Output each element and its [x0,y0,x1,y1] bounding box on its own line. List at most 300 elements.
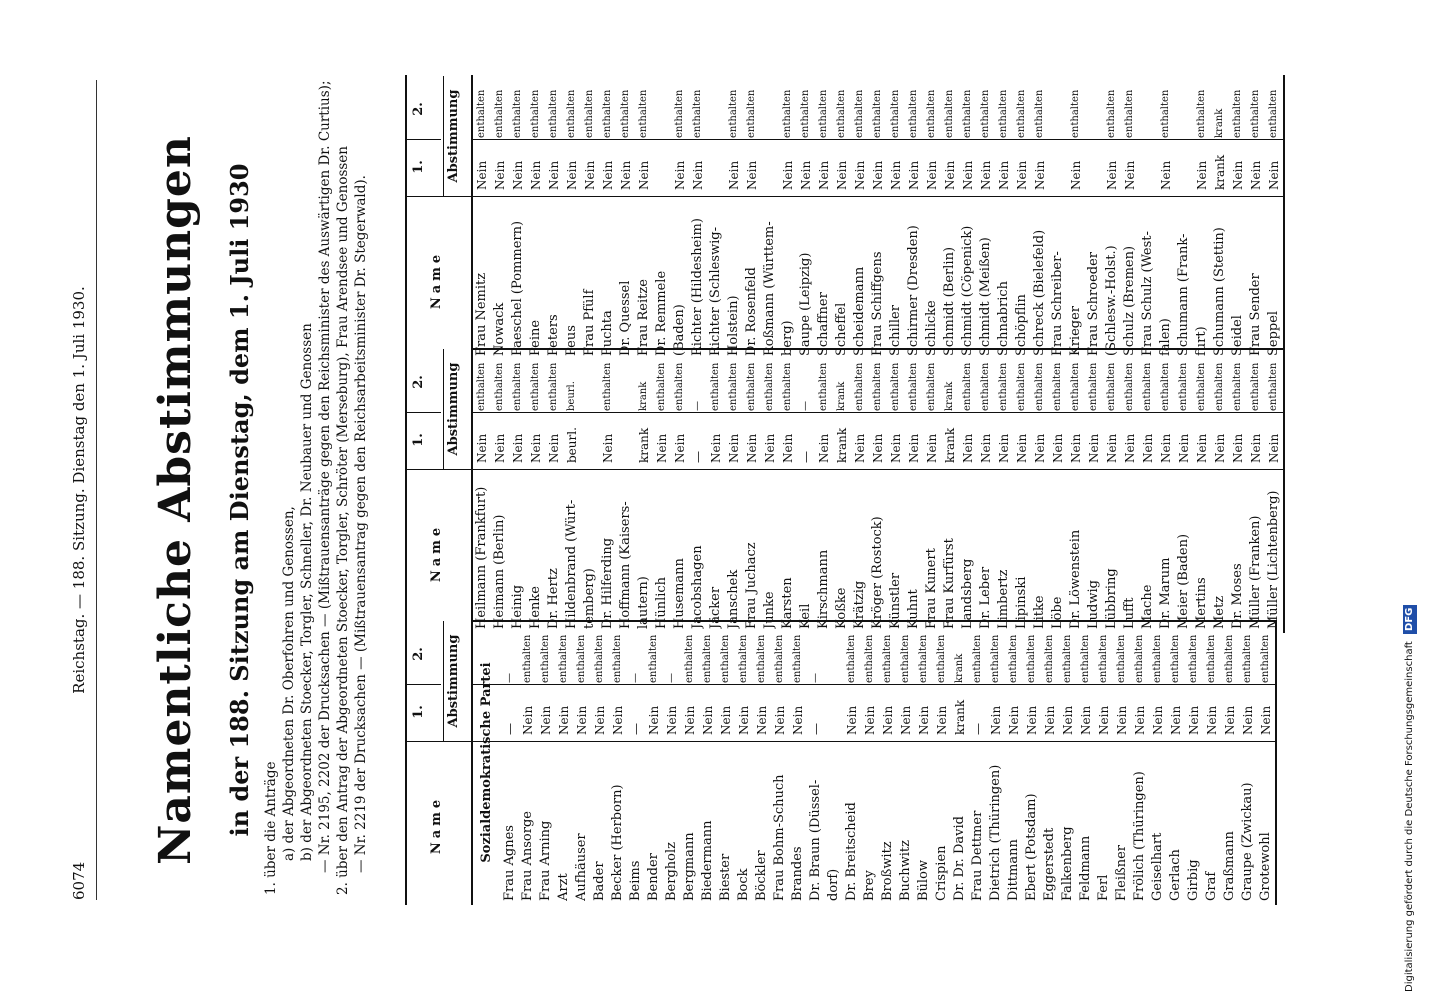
vote-2: enthalten [612,634,623,683]
vote-2: enthalten [774,634,785,683]
table-row [645,620,663,905]
member-name: Crispien [934,845,949,901]
table-row [951,620,969,905]
table-row [797,75,815,360]
vote-2: enthalten [926,362,937,411]
vote-1: Nein [1015,433,1029,463]
vote-1: Nein [1223,705,1237,735]
vote-2: enthalten [1088,362,1099,411]
vote-1: Nein [727,433,741,463]
table-row [1059,620,1077,905]
table-row [527,75,545,360]
vote-2: enthalten [900,634,911,683]
vote-1: Nein [1169,705,1183,735]
dfg-logo: DFG [1403,605,1417,634]
document-subtitle: in der 188. Sitzung am Dienstag, dem 1. Juli 1930 [225,163,254,837]
vote-2: enthalten [1034,362,1045,411]
vote-2: enthalten [908,362,919,411]
vote-2: enthalten [548,362,559,411]
table-row [833,75,851,360]
vote-1: Nein [1061,705,1075,735]
vote-2: enthalten [1098,634,1109,683]
vote-1: Nein [871,433,885,463]
table-row [653,348,671,633]
member-name: (Schlesw.-Holst.) [1104,245,1119,356]
member-name: Puchta [600,310,615,356]
table-row [761,75,779,360]
member-name: Junke [762,591,777,629]
member-name: Dr. Remmele [654,270,669,356]
member-name: Frau Schroeder [1086,251,1101,356]
vote-2: enthalten [1070,89,1081,138]
table-row [1067,348,1085,633]
member-name: furt) [1194,326,1209,356]
vote-2: enthalten [854,89,865,138]
vote-2: enthalten [1268,89,1279,138]
vote-2: enthalten [602,362,613,411]
vote-1: Nein [835,160,849,190]
member-name: Seppel [1266,310,1281,356]
member-name: Heimann (Berlin) [492,514,507,629]
vote-2: enthalten [540,634,551,683]
member-name: Dr. Quessel [618,280,633,356]
table-row [869,348,887,633]
table-row [897,620,915,905]
vote-1: Nein [1115,705,1129,735]
vote-1: Nein [1069,433,1083,463]
vote-2: — [504,673,515,683]
vote-1: Nein [583,160,597,190]
member-name: Frau Nemitz [474,272,489,356]
member-name: falen) [1158,318,1173,356]
vote-2: enthalten [836,89,847,138]
table-row [887,75,905,360]
vote-2: enthalten [882,634,893,683]
vote-2: enthalten [1070,362,1081,411]
member-name: Kirschmann [816,549,831,629]
member-name: Frau Schreiber- [1050,251,1065,356]
vote-2: — [810,673,821,683]
table-row [635,75,653,360]
vote-2: enthalten [702,634,713,683]
vote-1: Nein [1159,433,1173,463]
table-row [1185,620,1203,905]
member-name: Frau Pfülf [582,289,597,356]
table-row [905,348,923,633]
vote-2: enthalten [872,89,883,138]
member-name: Dr. Leber [978,566,993,629]
table-row [1067,75,1085,360]
table-row [473,75,491,360]
member-name: Schmidt (Berlin) [942,246,957,356]
table-row [1013,75,1031,360]
table-row [1211,348,1229,633]
vote-1: Nein [1151,705,1165,735]
vote-1: Nein [475,160,489,190]
member-name: Schlicke [924,300,939,356]
member-name: Dr. Moses [1230,563,1245,629]
vote-2: enthalten [764,362,775,411]
vote-1: Nein [899,705,913,735]
member-name: Jäcker [708,586,723,629]
vote-2: enthalten [1196,362,1207,411]
member-name: Ludwig [1086,580,1101,629]
member-name: Richter (Hildesheim) [690,218,705,356]
table-row [833,348,851,633]
member-name: Metz [1212,595,1227,629]
table-row [1121,348,1139,633]
table-row [573,620,591,905]
member-name: lautern) [636,576,651,629]
vote-2: enthalten [476,89,487,138]
header-abstimmung: Abstimmung [443,76,461,196]
vote-1: Nein [773,705,787,735]
vote-1: Nein [889,160,903,190]
member-name: Heilmann (Frankfurt) [474,486,489,629]
table-header [405,620,473,905]
member-name: Lübbring [1104,568,1119,629]
member-name: Koßke [834,587,849,629]
table-row [879,620,897,905]
vote-2: enthalten [620,89,631,138]
vote-1: Nein [961,160,975,190]
vote-1: Nein [925,160,939,190]
vote-2: enthalten [1224,634,1235,683]
table-row [977,75,995,360]
vote-1: Nein [745,433,759,463]
vote-1: Nein [601,160,615,190]
member-name: Schmidt (Cöpenick) [960,225,975,356]
motions-list [262,80,370,895]
vote-1: Nein [1249,433,1263,463]
vote-2: enthalten [890,362,901,411]
member-name: Lipinski [1014,576,1029,629]
vote-2: enthalten [998,89,1009,138]
member-name: Keil [798,603,813,629]
vote-2: enthalten [1250,89,1261,138]
table-row [725,75,743,360]
vote-1: Nein [1043,705,1057,735]
vote-1: Nein [737,705,751,735]
table-row [707,348,725,633]
member-name: Nowack [492,302,507,356]
vote-1: Nein [853,160,867,190]
vote-2: enthalten [962,362,973,411]
vote-2: enthalten [854,362,865,411]
vote-2: enthalten [1008,634,1019,683]
table-row [599,348,617,633]
table-row [941,75,959,360]
vote-1: Nein [493,160,507,190]
table-row [923,348,941,633]
table-row [627,620,645,905]
vote-1: Nein [529,160,543,190]
header-vote-2: 2. [411,102,426,116]
table-row [1247,75,1265,360]
vote-1: Nein [1051,433,1065,463]
vote-1: beurl. [565,427,579,463]
header-vote-2: 2. [411,647,426,661]
table-row [789,620,807,905]
vote-1: Nein [979,433,993,463]
member-name: Bülow [916,859,931,901]
vote-1: krank [835,427,849,463]
table-row [1265,348,1283,633]
vote-2: enthalten [944,89,955,138]
table-row [779,75,797,360]
vote-2: enthalten [530,89,541,138]
vote-2: — [666,673,677,683]
vote-2: krank [836,381,847,411]
vote-1: Nein [1195,160,1209,190]
vote-2: enthalten [674,362,685,411]
vote-2: enthalten [1116,634,1127,683]
vote-2: enthalten [530,362,541,411]
vote-2: enthalten [1124,89,1135,138]
vote-2: enthalten [980,89,991,138]
vote-2: krank [638,381,649,411]
table-row [591,620,609,905]
vote-1: Nein [539,705,553,735]
vote-2: enthalten [818,89,829,138]
member-name: Künstler [888,572,903,629]
member-name: Biester [718,853,733,901]
table-row [717,620,735,905]
table-row [1211,75,1229,360]
vote-1: Nein [683,705,697,735]
header-vote-1: 1. [411,433,426,447]
vote-1: Nein [593,705,607,735]
member-name: Brey [862,870,877,901]
vote-1: Nein [673,160,687,190]
header-vote-1: 1. [411,160,426,174]
table-row [851,75,869,360]
member-name: Meier (Baden) [1176,533,1191,629]
vote-2: enthalten [1260,634,1271,683]
member-name: Frau Schiffgens [870,251,885,356]
member-name: Buchwitz [898,840,913,901]
member-name: Seidel [1230,315,1245,356]
table-row [1139,348,1157,633]
vote-2: enthalten [990,634,1001,683]
vote-2: enthalten [1196,89,1207,138]
table-row [545,75,563,360]
vote-2: enthalten [1152,634,1163,683]
member-name: Dr. Breitscheid [844,802,859,901]
member-name: Böckler [754,850,769,901]
member-name: Henke [528,586,543,629]
vote-1: Nein [1159,160,1173,190]
vote-2: beurl. [566,381,577,411]
vote-1: Nein [1097,705,1111,735]
table-row [923,75,941,360]
table-row [1203,620,1221,905]
vote-1: Nein [989,705,1003,735]
vote-2: enthalten [872,362,883,411]
member-name: Frau Reitze [636,279,651,356]
table-row [707,75,725,360]
table-row [689,348,707,633]
member-name: Heinig [510,584,525,629]
vote-2: enthalten [1232,89,1243,138]
member-name: Broßwitz [880,841,895,901]
vote-column [405,620,1277,905]
table-row [1023,620,1041,905]
member-name: Peus [564,325,579,356]
member-name: Richter (Schleswig- [708,226,723,356]
member-name: Schumann (Frank- [1176,233,1191,356]
vote-1: Nein [1231,433,1245,463]
vote-tables [405,75,1305,905]
member-name: Dr. Hertz [546,568,561,629]
vote-1: Nein [565,160,579,190]
table-row [1157,75,1175,360]
table-row [1103,348,1121,633]
member-name: Peters [546,314,561,356]
vote-2: enthalten [720,634,731,683]
member-name: Schulz (Bremen) [1122,245,1137,356]
member-name: Graupe (Zwickau) [1240,782,1255,901]
table-row [663,620,681,905]
vote-1: Nein [1213,433,1227,463]
vote-1: Nein [1195,433,1209,463]
vote-1: Nein [907,160,921,190]
vote-1: Nein [1069,160,1083,190]
table-row [519,620,537,905]
member-name: Frau Schulz (West- [1140,231,1155,356]
vote-2: enthalten [512,89,523,138]
table-row [977,348,995,633]
vote-2: enthalten [648,634,659,683]
vote-2: enthalten [962,89,973,138]
table-row [1247,348,1265,633]
vote-1: Nein [745,160,759,190]
vote-1: Nein [961,433,975,463]
member-name: Ebert (Potsdam) [1024,793,1039,901]
vote-1: Nein [1231,160,1245,190]
member-name: Beims [628,860,643,901]
table-header [405,348,473,633]
member-name: Dr. Hilferding [600,537,615,629]
member-name: Schumann (Stettin) [1212,227,1227,356]
table-row [1167,620,1185,905]
table-row [843,620,861,905]
vote-1: — [971,723,985,735]
vote-2: enthalten [1016,89,1027,138]
vote-2: enthalten [746,89,757,138]
vote-2: enthalten [558,634,569,683]
table-row [941,348,959,633]
vote-2: enthalten [638,89,649,138]
vote-1: Nein [1177,433,1191,463]
member-name: Löbe [1050,596,1065,629]
member-name: Lufft [1122,597,1137,629]
vote-column [405,75,1285,360]
table-row [1239,620,1257,905]
vote-1: Nein [979,160,993,190]
member-name: Landsberg [960,558,975,629]
member-name: Feldmann [1078,835,1093,901]
vote-1: Nein [701,705,715,735]
table-row [473,348,491,633]
table-row [959,348,977,633]
vote-1: Nein [1249,160,1263,190]
table-row [815,348,833,633]
table-row [1193,348,1211,633]
vote-2: enthalten [1160,362,1171,411]
vote-2: — [692,401,703,411]
table-row [581,75,599,360]
header-vote-1: 1. [411,705,426,719]
vote-1: Nein [853,433,867,463]
vote-1: Nein [475,433,489,463]
member-name: Karsten [780,577,795,629]
vote-1: krank [637,427,651,463]
member-name: Bender [646,853,661,901]
header-vote-2: 2. [411,375,426,389]
table-row [743,75,761,360]
vote-2: enthalten [926,89,937,138]
vote-2: enthalten [1026,634,1037,683]
table-row [699,620,717,905]
member-name: temberg) [582,568,597,629]
vote-2: enthalten [576,634,587,683]
table-row [491,75,509,360]
table-row [743,348,761,633]
table-row [653,75,671,360]
table-row [1139,75,1157,360]
table-row [563,348,581,633]
table-row [617,75,635,360]
table-row [1229,75,1247,360]
vote-2: enthalten [800,89,811,138]
vote-2: enthalten [674,89,685,138]
table-row [969,620,987,905]
member-name: Schiller [888,305,903,356]
member-name: Dr. Rosenfeld [744,267,759,356]
vote-2: enthalten [1052,362,1063,411]
motion-line: 2. über den Antrag der Abgeordneten Stoecker, Torgler, Schröter (Merseburg), Frau Arendsee und Genossen [335,146,351,895]
member-name: Frau Kunert [924,548,939,629]
member-name: Frau Ansorge [520,811,535,901]
vote-2: enthalten [864,634,875,683]
vote-1: Nein [493,433,507,463]
vote-2: enthalten [972,634,983,683]
motion-line: a) der Abgeordneten Dr. Oberfohren und Genossen, [281,506,297,861]
vote-1: Nein [1015,160,1029,190]
vote-1: Nein [637,160,651,190]
member-name: Schirmer (Dresden) [906,225,921,356]
table-body [473,348,1283,633]
member-name: Bergholz [664,842,679,901]
member-name: dorf) [826,868,841,901]
vote-2: enthalten [908,89,919,138]
table-row [617,348,635,633]
vote-1: Nein [881,705,895,735]
vote-1: Nein [1105,433,1119,463]
table-row [1113,620,1131,905]
vote-2: — [800,401,811,411]
table-row [1149,620,1167,905]
member-name: Husemann [672,558,687,629]
member-name: Roßmann (Württem- [762,221,777,356]
member-name: Holstein) [726,295,741,356]
table-row [581,348,599,633]
vote-2: enthalten [1232,362,1243,411]
table-row [797,348,815,633]
table-row [563,75,581,360]
table-row [1229,348,1247,633]
